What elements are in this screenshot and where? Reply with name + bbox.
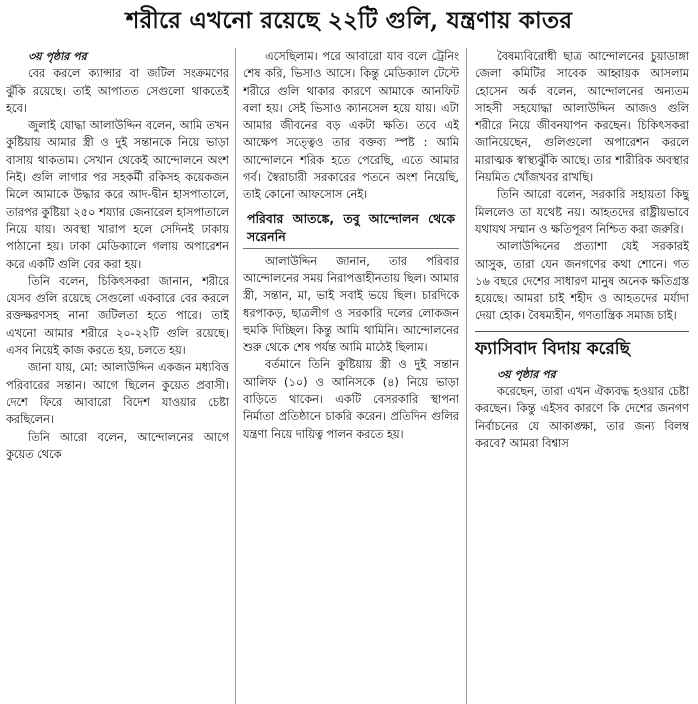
paragraph: বৈষম্যবিরোধী ছাত্র আন্দোলনের চুয়াডাঙ্গা জেলা কমিটির সাবেক আহ্বায়ক আসলাম হোসেন অর্ক বলেন, আন্দোলনের অন্যতম সাহসী সহযোদ্ধা আলাউদ্দিন আজও গুলি শরীরে নিয়ে জীবনযাপন করছেন। চিকিৎসকরা জানিয়েছেন, গুলিগুলো অপারেশন করলে মারাত্মক স্বাস্থ্যঝুঁকি আছে। তার শারীরিক অবস্থার নিয়মিত খোঁজখবর রাখছি। bbox=[475, 50, 689, 185]
paragraph: বর্তমানে তিনি কুষ্টিয়ায় স্ত্রী ও দুই সন্তান আলিফ (১০) ও আনিসকে (৪) নিয়ে ভাড়া বাড়িতে থাকেন। একটি বেসরকারি স্থাপনা নির্মাতা প্রতিষ্ঠানে চাকরি করেন। প্রতিদিন গুলির যন্ত্রণা নিয়ে দায়িত্ব পালন করতে হয়। bbox=[243, 358, 459, 441]
column-divider bbox=[466, 48, 467, 704]
paragraph: আলাউদ্দিন জানান, তার পরিবার আন্দোলনের সময় নিরাপত্তাহীনতায় ছিল। আমার স্ত্রী, সন্তান, মা, ভাই সবাই ভয়ে ছিল। চারদিকে ধরপাকড়, ছাত্রলীগ ও সরকারি দলের লোকজন হুমকি দিচ্ছিল। কিন্তু আমি থামিনি। আন্দোলনের শুরু থেকে শেষ পর্যন্ত আমি মাঠেই ছিলাম। bbox=[243, 254, 459, 355]
jump-label: ৩য় পৃষ্ঠার পর bbox=[497, 367, 556, 381]
related-article-title: ফ্যাসিবাদ বিদায় করেছি bbox=[475, 331, 689, 362]
jump-label: ৩য় পৃষ্ঠার পর bbox=[28, 50, 87, 63]
article-column-2 bbox=[243, 48, 459, 704]
subheading: পরিবার আতঙ্কে, তবু আন্দোলন থেকে সরেননি bbox=[243, 208, 459, 249]
paragraph: আলাউদ্দিনের প্রত্যাশা যেই সরকারই আসুক, তারা যেন জনগণের কথা শোনে। গত ১৬ বছরে দেশের সাধারণ মানুষ অনেক ক্ষতিগ্রস্ত হয়েছে। আমরা চাই শহীদ ও আহতদের মর্যাদা দেয়া হোক। বৈষম্যহীন, গণতান্ত্রিক সমাজ চাই। bbox=[475, 240, 689, 323]
article-column-3 bbox=[475, 48, 689, 704]
article-column-1 bbox=[6, 48, 229, 704]
paragraph: জুলাই যোদ্ধা আলাউদ্দিন বলেন, আমি তখন কুষ্টিয়ায় আমার স্ত্রী ও দুই সন্তানকে নিয়ে ভাড়া বাসায় থাকতাম। সেখান থেকেই আন্দোলনে অংশ নিই। গুলি লাগার পর সহকর্মী রকিসহ কয়েকজন মিলে আমাকে উদ্ধার করে আদ-দ্বীন হাসপাতালে, তারপর কুষ্টিয়া ২৫০ শয্যার জেনারেল হাসপাতালে নিয়ে যায়। অবস্থা খারাপ হলে সেদিনই ঢাকায় পাঠানো হয়। ঢাকা মেডিক্যালে গলায় অপারেশন করে একটি গুলি বের করা হয়। bbox=[6, 119, 229, 271]
paragraph: তিনি আরো বলেন, আন্দোলনের আগে কুয়েত থেকে bbox=[6, 430, 229, 461]
paragraph: করেছেন, তারা এখন ঐক্যবদ্ধ হওয়ার চেষ্টা করছেন। কিন্তু এইসব কারণে কি দেশের জনগণ নির্বাচনের যে আকাঙ্ক্ষা, তার জন্য বিলম্ব করবে? আমরা বিশ্বাস bbox=[475, 385, 689, 450]
column-divider bbox=[235, 48, 236, 704]
paragraph: তিনি আরো বলেন, সরকারি সহায়তা কিছু মিললেও তা যথেষ্ট নয়। আহতদের রাষ্ট্রীয়ভাবে যথাযথ সম্মান ও ক্ষতিপূরণ নিশ্চিত করা জরুরি। bbox=[475, 188, 689, 236]
paragraph: জানা যায়, মো: আলাউদ্দিন একজন মধ্যবিত্ত পরিবারের সন্তান। আগে ছিলেন কুয়েত প্রবাসী। দেশে ফিরে আবারো বিদেশ যাওয়ার চেষ্টা করছিলেন। bbox=[6, 361, 229, 427]
paragraph: বের করলে ক্যান্সার বা জটিল সংক্রমণের ঝুঁকি রয়েছে। তাই আপাতত সেগুলো থাকতেই হবে। bbox=[6, 67, 229, 115]
paragraph: এসেছিলাম। পরে আবারো যাব বলে ট্রেনিং শেষ করি, ভিসাও আসে। কিন্তু মেডিক্যাল টেস্টে শরীরে গুলি থাকার কারণে আমাকে আনফিট বলা হয়। সেই ভিসাও ক্যানসেল হয়ে যায়। এটা আমার জীবনের বড় একটা ক্ষতি। তবে এই আক্ষেপ সত্ত্বেও তার বক্তব্য স্পষ্ট : আমি আন্দোলনে শরিক হতে পেরেছি, এতে আমার গর্ব। স্বৈরাচারী সরকারের পতনে অংশ নিয়েছি, তাই কোনো আফসোস নেই। bbox=[243, 50, 459, 202]
paragraph: তিনি বলেন, চিকিৎসকরা জানান, শরীরে যেসব গুলি রয়েছে সেগুলো একবারে বের করলে রক্তক্ষরণসহ নানা জটিলতা হতে পারে। তাই এখনো আমার শরীরে ২০-২২টি গুলি রয়েছে। এসব নিয়েই কাজ করতে হয়, চলতে হয়। bbox=[6, 274, 229, 358]
headline: শরীরে এখনো রয়েছে ২২টি গুলি, যন্ত্রণায় কাতর bbox=[125, 7, 573, 34]
